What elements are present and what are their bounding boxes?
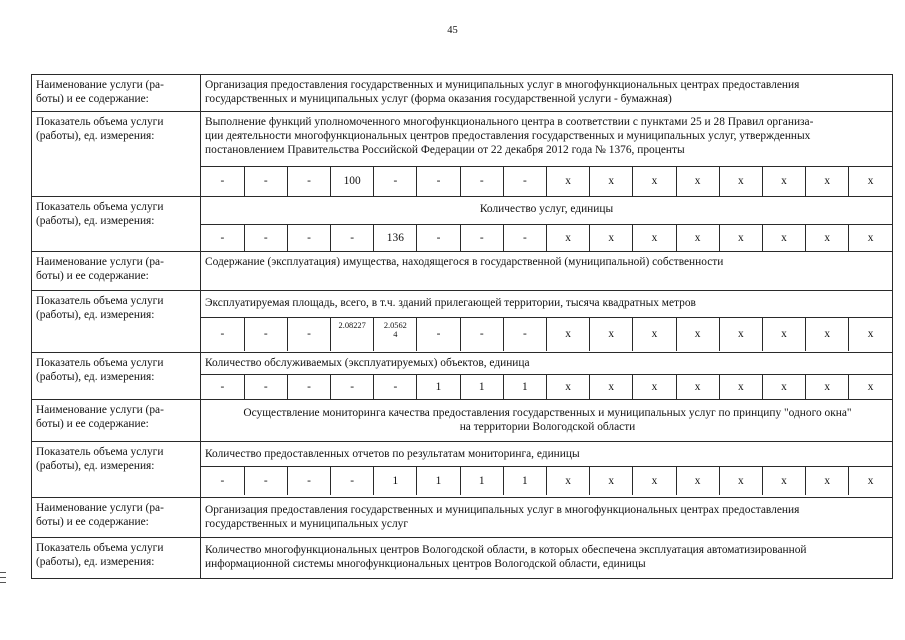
indicator-cell — [201, 442, 893, 498]
value-cell: - — [287, 224, 330, 251]
values-grid — [201, 374, 892, 399]
value-cell: x — [806, 224, 849, 251]
value-cell: - — [417, 318, 460, 351]
indicator-description: Количество многофункциональных центров Вологодской области, в которых обеспечена эксплуатация автоматизированной информационной системы многофункциональных центров Вологодской области, единицы — [205, 544, 807, 570]
margin-mark — [0, 582, 6, 583]
service-description: Содержание (эксплуатация) имущества, находящегося в государственной (муниципальной) собственности — [205, 256, 724, 268]
value-cell: - — [201, 224, 244, 251]
row-label: Наименование услуги (ра- боты) и ее содержание: — [32, 252, 201, 291]
value-cell: - — [417, 167, 460, 196]
value-cell: - — [503, 224, 546, 251]
indicator-cell — [201, 353, 893, 400]
margin-mark — [0, 577, 6, 578]
value-cell: - — [201, 318, 244, 351]
value-cell: 136 — [374, 224, 417, 251]
value-cell: 1 — [503, 467, 546, 495]
value-cell: - — [503, 167, 546, 196]
value-cell: - — [201, 467, 244, 495]
value-cell: 1 — [460, 467, 503, 495]
value-cell: x — [547, 467, 590, 495]
value-cell: - — [244, 224, 287, 251]
value-cell: x — [849, 318, 892, 351]
value-cell: x — [849, 224, 892, 251]
value-cell: x — [633, 318, 676, 351]
value-cell: - — [503, 318, 546, 351]
value-cell: x — [806, 467, 849, 495]
services-table — [31, 74, 893, 579]
value-cell: x — [849, 467, 892, 495]
service-description-cell — [201, 400, 893, 442]
value-cell: 1 — [460, 375, 503, 399]
value-cell: x — [590, 375, 633, 399]
value-cell: - — [331, 467, 374, 495]
value-cell: x — [762, 318, 805, 351]
value-cell: x — [676, 318, 719, 351]
value-cell: x — [547, 167, 590, 196]
value-cell: x — [547, 318, 590, 351]
value-cell: 1 — [503, 375, 546, 399]
value-cell: x — [806, 375, 849, 399]
value-cell: x — [676, 224, 719, 251]
indicator-description: Количество обслуживаемых (эксплуатируемых) объектов, единица — [205, 357, 530, 369]
value-cell: - — [201, 375, 244, 399]
indicator-description: Эксплуатируемая площадь, всего, в т.ч. зданий прилегающей территории, тысяча квадратных метров — [205, 297, 696, 309]
row-label: Показатель объема услуги (работы), ед. измерения: — [32, 291, 201, 353]
indicator-cell — [201, 291, 893, 353]
indicator-cell — [201, 196, 893, 252]
value-cell: x — [762, 224, 805, 251]
indicator-row — [32, 442, 893, 498]
value-cell: - — [460, 318, 503, 351]
service-description: Осуществление мониторинга качества предоставления государственных и муниципальных услуг по принципу "одного окна" на территории Вологодской области — [243, 407, 852, 433]
value-cell: x — [806, 318, 849, 351]
value-cell: 1 — [417, 375, 460, 399]
value-cell: x — [719, 375, 762, 399]
value-cell: - — [287, 467, 330, 495]
value-cell: x — [762, 467, 805, 495]
value-cell: x — [676, 467, 719, 495]
value-cell: x — [676, 167, 719, 196]
value-cell: - — [374, 375, 417, 399]
value-cell: - — [460, 167, 503, 196]
value-cell: 100 — [331, 167, 374, 196]
service-row — [32, 400, 893, 442]
value-cell: - — [244, 318, 287, 351]
value-cell: - — [244, 467, 287, 495]
margin-mark — [0, 572, 6, 573]
value-cell: - — [374, 167, 417, 196]
values-grid — [201, 317, 892, 351]
value-cell: - — [287, 167, 330, 196]
indicator-row — [32, 538, 893, 579]
value-cell: x — [676, 375, 719, 399]
values-grid — [201, 166, 892, 196]
value-cell: x — [590, 467, 633, 495]
row-label: Показатель объема услуги (работы), ед. измерения: — [32, 196, 201, 252]
indicator-row — [32, 353, 893, 400]
service-description: Организация предоставления государственных и муниципальных услуг в многофункциональных центрах предоставления государственных и муниципальных услуг (форма оказания государственной услуги - бумажная) — [205, 79, 800, 105]
value-cell: x — [590, 167, 633, 196]
value-cell: x — [762, 167, 805, 196]
value-cell: x — [719, 224, 762, 251]
indicator-description: Количество услуг, единицы — [479, 202, 614, 215]
value-cell: x — [590, 224, 633, 251]
service-row — [32, 498, 893, 538]
service-description: Организация предоставления государственных и муниципальных услуг в многофункциональных центрах предоставления государственных и муниципальных услуг — [205, 504, 800, 530]
value-cell: x — [547, 375, 590, 399]
row-label: Наименование услуги (ра- боты) и ее содержание: — [32, 498, 201, 538]
value-cell: 2.0562 4 — [374, 318, 417, 351]
page-number: 45 — [447, 25, 458, 36]
indicator-row — [32, 291, 893, 353]
value-cell: - — [244, 375, 287, 399]
value-cell: 1 — [374, 467, 417, 495]
value-cell: x — [633, 375, 676, 399]
indicator-row — [32, 112, 893, 197]
values-grid — [201, 224, 892, 252]
service-row — [32, 252, 893, 291]
service-description-cell — [201, 252, 893, 291]
indicator-row — [32, 196, 893, 252]
value-cell: x — [633, 467, 676, 495]
indicator-cell — [201, 112, 893, 197]
value-cell: x — [762, 375, 805, 399]
row-label: Наименование услуги (ра- боты) и ее содержание: — [32, 75, 201, 112]
value-cell: x — [633, 167, 676, 196]
value-cell: x — [719, 318, 762, 351]
value-cell: x — [633, 224, 676, 251]
value-cell: x — [547, 224, 590, 251]
value-cell: - — [417, 224, 460, 251]
value-cell: - — [287, 375, 330, 399]
value-cell: - — [244, 167, 287, 196]
value-cell: - — [287, 318, 330, 351]
value-cell: x — [849, 167, 892, 196]
value-cell: x — [719, 467, 762, 495]
value-cell: 1 — [417, 467, 460, 495]
indicator-description: Выполнение функций уполномоченного многофункционального центра в соответствии с пунктами 25 и 28 Правил организа- ции деятельности многофункциональных центров предоставления государственных и муниципальных услуг, утвержденных постановлением Правительства Российской Федерации от 22 декабря 2012 года № 1376, проценты — [205, 116, 814, 156]
value-cell: x — [849, 375, 892, 399]
row-label: Показатель объема услуги (работы), ед. измерения: — [32, 353, 201, 400]
row-label: Показатель объема услуги (работы), ед. измерения: — [32, 442, 201, 498]
row-label: Наименование услуги (ра- боты) и ее содержание: — [32, 400, 201, 442]
indicator-cell — [201, 538, 893, 579]
value-cell: x — [806, 167, 849, 196]
service-description-cell — [201, 498, 893, 538]
value-cell: - — [331, 375, 374, 399]
value-cell: - — [201, 167, 244, 196]
indicator-description: Количество предоставленных отчетов по результатам мониторинга, единицы — [205, 448, 580, 460]
service-description-cell — [201, 75, 893, 112]
value-cell: - — [331, 224, 374, 251]
service-row — [32, 75, 893, 112]
values-grid — [201, 466, 892, 495]
value-cell: - — [460, 224, 503, 251]
value-cell: x — [590, 318, 633, 351]
row-label: Показатель объема услуги (работы), ед. измерения: — [32, 112, 201, 197]
row-label: Показатель объема услуги (работы), ед. измерения: — [32, 538, 201, 579]
value-cell: 2.08227 — [331, 318, 374, 351]
value-cell: x — [719, 167, 762, 196]
